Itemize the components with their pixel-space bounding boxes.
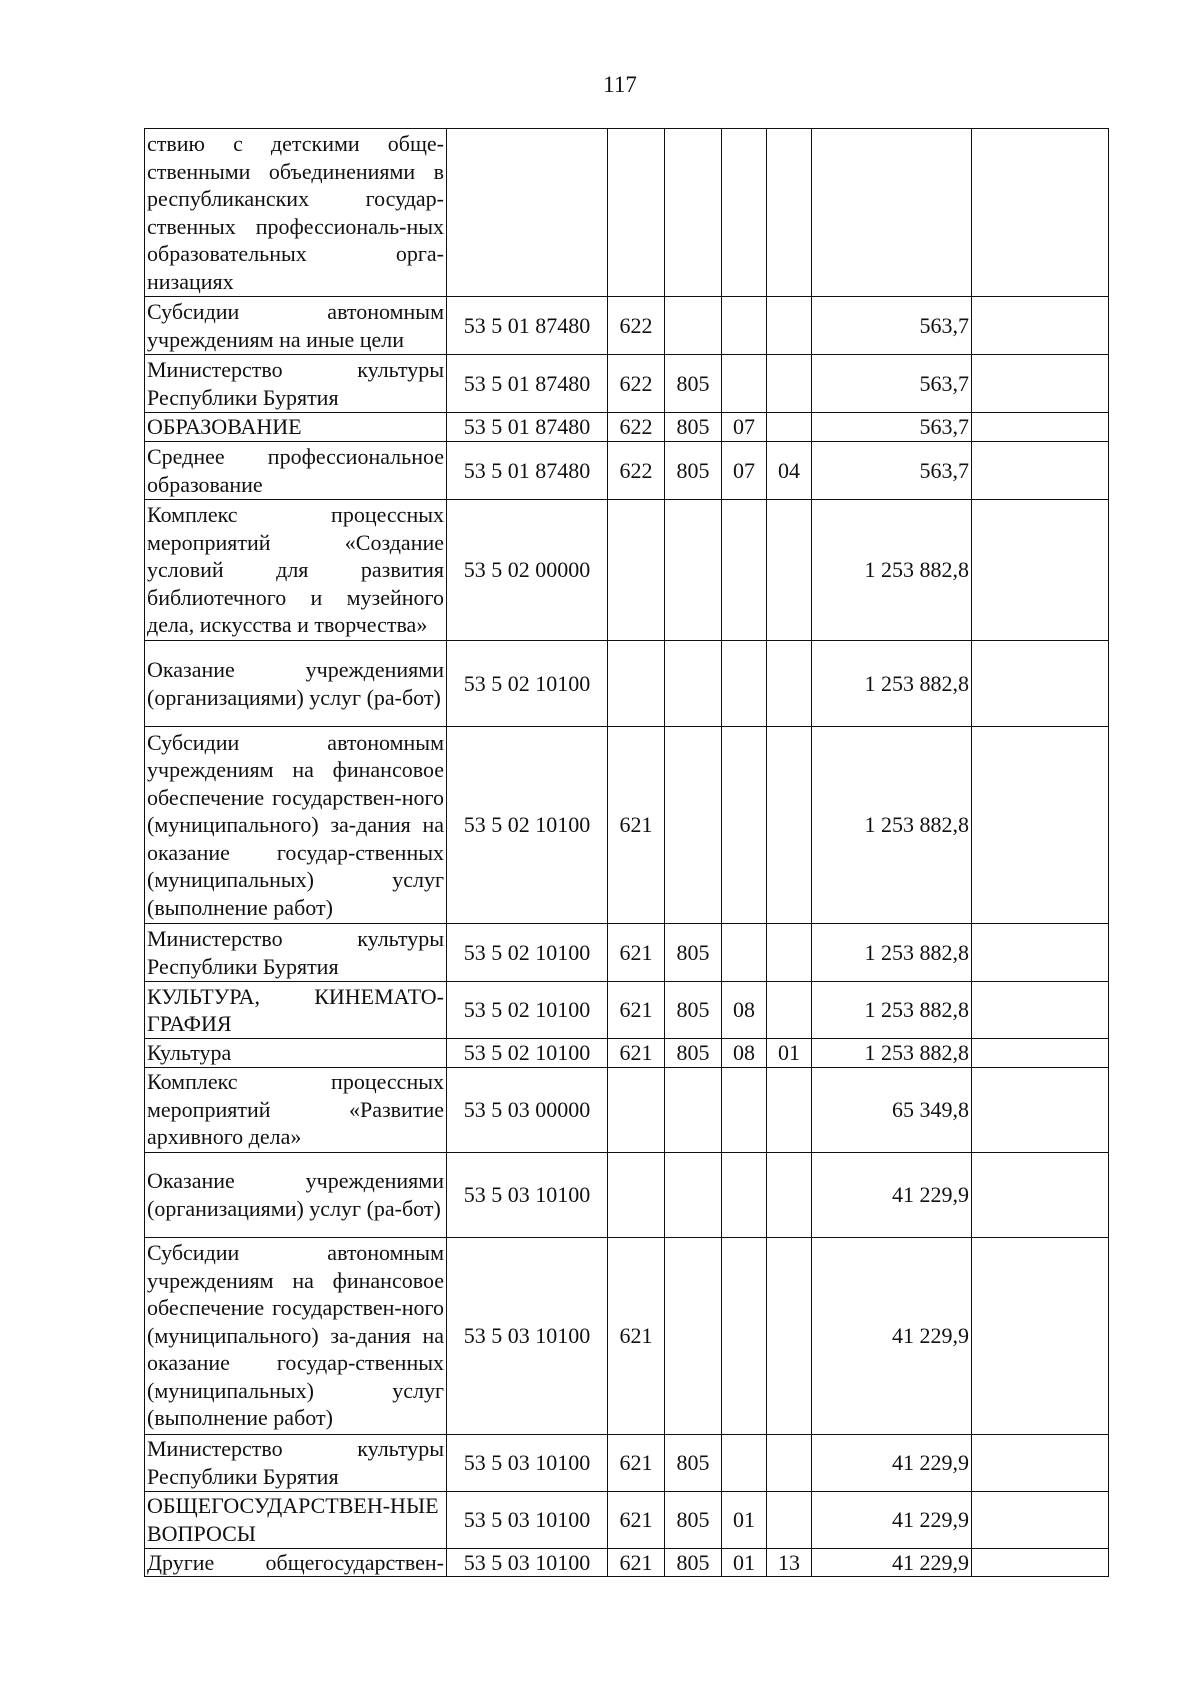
table-row — [145, 1039, 1109, 1068]
name-cell: КУЛЬТУРА, КИНЕМАТО-ГРАФИЯ — [145, 982, 447, 1039]
name-cell: ОБРАЗОВАНИЕ — [145, 413, 447, 442]
target-article-cell: 53 5 01 87480 — [447, 413, 608, 442]
subsection-cell — [767, 355, 812, 413]
empty-cell — [972, 1237, 1109, 1434]
subsection-cell — [767, 982, 812, 1039]
expense-type-cell — [608, 1067, 665, 1152]
empty-cell — [972, 1152, 1109, 1237]
empty-cell — [972, 297, 1109, 355]
target-article-cell: 53 5 01 87480 — [447, 355, 608, 413]
empty-cell — [972, 1067, 1109, 1152]
expense-type-cell — [608, 129, 665, 297]
amount-cell: 563,7 — [812, 442, 972, 500]
table-row — [145, 641, 1109, 727]
empty-cell — [972, 1039, 1109, 1068]
name-cell: ОБЩЕГОСУДАРСТВЕН-НЫЕ ВОПРОСЫ — [145, 1491, 447, 1548]
expense-type-cell: 621 — [608, 924, 665, 982]
amount-cell: 1 253 882,8 — [812, 1039, 972, 1068]
section-cell: 01 — [722, 1491, 767, 1548]
target-article-cell: 53 5 02 10100 — [447, 924, 608, 982]
section-cell — [722, 297, 767, 355]
budget-table — [144, 128, 1109, 1577]
department-cell — [665, 641, 722, 727]
target-article-cell: 53 5 01 87480 — [447, 297, 608, 355]
amount-cell: 65 349,8 — [812, 1067, 972, 1152]
amount-cell: 1 253 882,8 — [812, 500, 972, 641]
name-cell: Оказание учреждениями (организациями) услуг (ра-бот) — [145, 641, 447, 727]
name-cell: Министерство культуры Республики Бурятия — [145, 355, 447, 413]
target-article-cell: 53 5 03 10100 — [447, 1491, 608, 1548]
subsection-cell — [767, 641, 812, 727]
department-cell — [665, 1237, 722, 1434]
table-row — [145, 1152, 1109, 1237]
table-row — [145, 442, 1109, 500]
department-cell: 805 — [665, 413, 722, 442]
amount-cell: 1 253 882,8 — [812, 727, 972, 924]
empty-cell — [972, 1548, 1109, 1577]
name-cell: Субсидии автономным учреждениям на финансовое обеспечение государствен-ного (муниципального) за-дания на оказание государ-ственных (муниципальных) услуг (выполнение работ) — [145, 727, 447, 924]
table-row — [145, 129, 1109, 297]
empty-cell — [972, 1434, 1109, 1491]
name-cell: Оказание учреждениями (организациями) услуг (ра-бот) — [145, 1152, 447, 1237]
subsection-cell: 13 — [767, 1548, 812, 1577]
target-article-cell: 53 5 02 10100 — [447, 1039, 608, 1068]
empty-cell — [972, 355, 1109, 413]
department-cell: 805 — [665, 1491, 722, 1548]
expense-type-cell: 622 — [608, 355, 665, 413]
target-article-cell: 53 5 03 10100 — [447, 1152, 608, 1237]
department-cell — [665, 1067, 722, 1152]
target-article-cell: 53 5 03 10100 — [447, 1434, 608, 1491]
section-cell — [722, 355, 767, 413]
department-cell — [665, 500, 722, 641]
subsection-cell — [767, 129, 812, 297]
table-row — [145, 1237, 1109, 1434]
subsection-cell — [767, 924, 812, 982]
table-row — [145, 413, 1109, 442]
empty-cell — [972, 129, 1109, 297]
section-cell: 07 — [722, 413, 767, 442]
name-cell: Министерство культуры Республики Бурятия — [145, 924, 447, 982]
empty-cell — [972, 641, 1109, 727]
subsection-cell — [767, 1434, 812, 1491]
amount-cell: 41 229,9 — [812, 1237, 972, 1434]
target-article-cell: 53 5 02 00000 — [447, 500, 608, 641]
target-article-cell: 53 5 03 10100 — [447, 1237, 608, 1434]
table-row — [145, 1491, 1109, 1548]
table-row — [145, 297, 1109, 355]
department-cell — [665, 1152, 722, 1237]
section-cell — [722, 727, 767, 924]
expense-type-cell: 622 — [608, 413, 665, 442]
empty-cell — [972, 442, 1109, 500]
department-cell — [665, 297, 722, 355]
department-cell — [665, 727, 722, 924]
subsection-cell — [767, 1152, 812, 1237]
expense-type-cell: 621 — [608, 1237, 665, 1434]
section-cell — [722, 1067, 767, 1152]
department-cell: 805 — [665, 1434, 722, 1491]
department-cell: 805 — [665, 1548, 722, 1577]
amount-cell: 563,7 — [812, 355, 972, 413]
target-article-cell: 53 5 01 87480 — [447, 442, 608, 500]
expense-type-cell: 621 — [608, 1039, 665, 1068]
empty-cell — [972, 413, 1109, 442]
target-article-cell: 53 5 02 10100 — [447, 982, 608, 1039]
name-cell: Субсидии автономным учреждениям на финансовое обеспечение государствен-ного (муниципального) за-дания на оказание государ-ственных (муниципальных) услуг (выполнение работ) — [145, 1237, 447, 1434]
name-cell: Среднее профессиональное образование — [145, 442, 447, 500]
table-row — [145, 355, 1109, 413]
name-cell: Субсидии автономным учреждениям на иные цели — [145, 297, 447, 355]
empty-cell — [972, 982, 1109, 1039]
expense-type-cell: 621 — [608, 982, 665, 1039]
name-cell: ствию с детскими обще-ственными объединениями в республиканских государ-ственных профессиональ-ных образовательных орга-низациях — [145, 129, 447, 297]
expense-type-cell: 621 — [608, 1548, 665, 1577]
page-number: 117 — [603, 72, 637, 97]
name-cell: Комплекс процессных мероприятий «Создание условий для развития библиотечного и музейного дела, искусства и творчества» — [145, 500, 447, 641]
subsection-cell — [767, 500, 812, 641]
expense-type-cell: 621 — [608, 1491, 665, 1548]
target-article-cell: 53 5 02 10100 — [447, 641, 608, 727]
empty-cell — [972, 727, 1109, 924]
department-cell: 805 — [665, 1039, 722, 1068]
empty-cell — [972, 1491, 1109, 1548]
amount-cell: 563,7 — [812, 297, 972, 355]
amount-cell: 41 229,9 — [812, 1152, 972, 1237]
section-cell — [722, 924, 767, 982]
table-row — [145, 1548, 1109, 1577]
subsection-cell — [767, 727, 812, 924]
amount-cell: 1 253 882,8 — [812, 641, 972, 727]
empty-cell — [972, 924, 1109, 982]
target-article-cell: 53 5 03 10100 — [447, 1548, 608, 1577]
name-cell: Другие общегосударствен- — [145, 1548, 447, 1577]
section-cell: 07 — [722, 442, 767, 500]
subsection-cell — [767, 1067, 812, 1152]
table-row — [145, 727, 1109, 924]
subsection-cell — [767, 1491, 812, 1548]
target-article-cell: 53 5 02 10100 — [447, 727, 608, 924]
expense-type-cell: 621 — [608, 1434, 665, 1491]
name-cell: Министерство культуры Республики Бурятия — [145, 1434, 447, 1491]
table-row — [145, 1067, 1109, 1152]
name-cell: Культура — [145, 1039, 447, 1068]
section-cell: 08 — [722, 982, 767, 1039]
empty-cell — [972, 500, 1109, 641]
expense-type-cell: 621 — [608, 727, 665, 924]
expense-type-cell: 622 — [608, 442, 665, 500]
expense-type-cell — [608, 500, 665, 641]
department-cell: 805 — [665, 982, 722, 1039]
department-cell: 805 — [665, 442, 722, 500]
section-cell — [722, 500, 767, 641]
target-article-cell — [447, 129, 608, 297]
table-body — [145, 129, 1109, 1577]
subsection-cell: 01 — [767, 1039, 812, 1068]
amount-cell: 1 253 882,8 — [812, 924, 972, 982]
subsection-cell — [767, 1237, 812, 1434]
section-cell — [722, 641, 767, 727]
subsection-cell — [767, 413, 812, 442]
amount-cell: 41 229,9 — [812, 1434, 972, 1491]
expense-type-cell: 622 — [608, 297, 665, 355]
section-cell — [722, 1237, 767, 1434]
subsection-cell: 04 — [767, 442, 812, 500]
department-cell: 805 — [665, 355, 722, 413]
table-row — [145, 500, 1109, 641]
expense-type-cell — [608, 1152, 665, 1237]
department-cell: 805 — [665, 924, 722, 982]
amount-cell — [812, 129, 972, 297]
amount-cell: 1 253 882,8 — [812, 982, 972, 1039]
amount-cell: 41 229,9 — [812, 1548, 972, 1577]
section-cell: 01 — [722, 1548, 767, 1577]
table-row — [145, 1434, 1109, 1491]
section-cell: 08 — [722, 1039, 767, 1068]
table-row — [145, 924, 1109, 982]
amount-cell: 41 229,9 — [812, 1491, 972, 1548]
table-row — [145, 982, 1109, 1039]
expense-type-cell — [608, 641, 665, 727]
department-cell — [665, 129, 722, 297]
name-cell: Комплекс процессных мероприятий «Развитие архивного дела» — [145, 1067, 447, 1152]
section-cell — [722, 1434, 767, 1491]
section-cell — [722, 1152, 767, 1237]
target-article-cell: 53 5 03 00000 — [447, 1067, 608, 1152]
subsection-cell — [767, 297, 812, 355]
amount-cell: 563,7 — [812, 413, 972, 442]
section-cell — [722, 129, 767, 297]
